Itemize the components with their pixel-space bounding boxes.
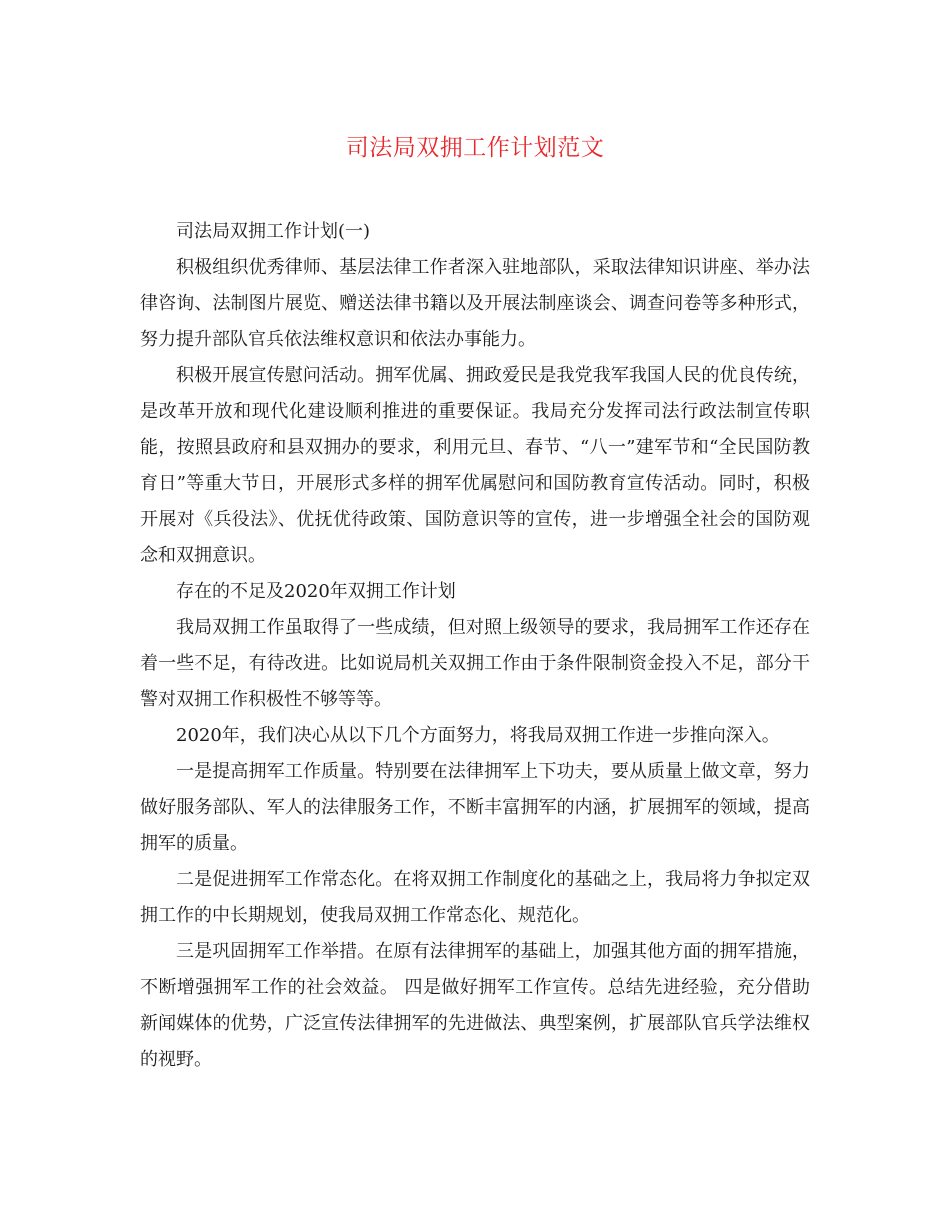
paragraph-2020-resolution: 2020年，我们决心从以下几个方面努力，将我局双拥工作进一步推向深入。	[176, 725, 780, 746]
section-heading-plan-one: 司法局双拥工作计划(一)	[176, 221, 371, 242]
document-title: 司法局双拥工作计划范文	[345, 135, 605, 161]
paragraph-shortcomings: 我局双拥工作虽取得了一些成绩，但对照上级领导的要求，我局拥军工作还存在着一些不足，有待改进。比如说局机关双拥工作由于条件限制资金投入不足，部分干警对双拥工作积极性不够等等。	[140, 617, 810, 710]
paragraph-publicity-visits: 积极开展宣传慰问活动。拥军优属、拥政爱民是我党我军我国人民的优良传统，是改革开放和现代化建设顺利推进的重要保证。我局充分发挥司法行政法制宣传职能，按照县政府和县双拥办的要求，利用元旦、春节、“八一”建军节和“全民国防教育日”等重大节日，开展形式多样的拥军优属慰问和国防教育宣传活动。同时，积极开展对《兵役法》、优抚优待政策、国防意识等的宣传，进一步增强全社会的国防观念和双拥意识。	[140, 365, 810, 566]
paragraph-legal-services: 积极组织优秀律师、基层法律工作者深入驻地部队，采取法律知识讲座、举办法律咨询、法制图片展览、赠送法律书籍以及开展法制座谈会、调查问卷等多种形式，努力提升部队官兵依法维权意识和依法办事能力。	[140, 257, 810, 350]
section-heading-shortcomings: 存在的不足及2020年双拥工作计划	[176, 581, 456, 602]
document-body	[140, 214, 810, 1078]
paragraph-item-three-four: 三是巩固拥军工作举措。在原有法律拥军的基础上，加强其他方面的拥军措施，不断增强拥军工作的社会效益。 四是做好拥军工作宣传。总结先进经验，充分借助新闻媒体的优势，广泛宣传法律拥军的先进做法、典型案例，扩展部队官兵学法维权的视野。	[140, 941, 810, 1070]
paragraph-item-one: 一是提高拥军工作质量。特别要在法律拥军上下功夫，要从质量上做文章，努力做好服务部队、军人的法律服务工作，不断丰富拥军的内涵，扩展拥军的领域，提高拥军的质量。	[140, 761, 810, 854]
paragraph-item-two: 二是促进拥军工作常态化。在将双拥工作制度化的基础之上，我局将力争拟定双拥工作的中长期规划，使我局双拥工作常态化、规范化。	[140, 869, 810, 926]
